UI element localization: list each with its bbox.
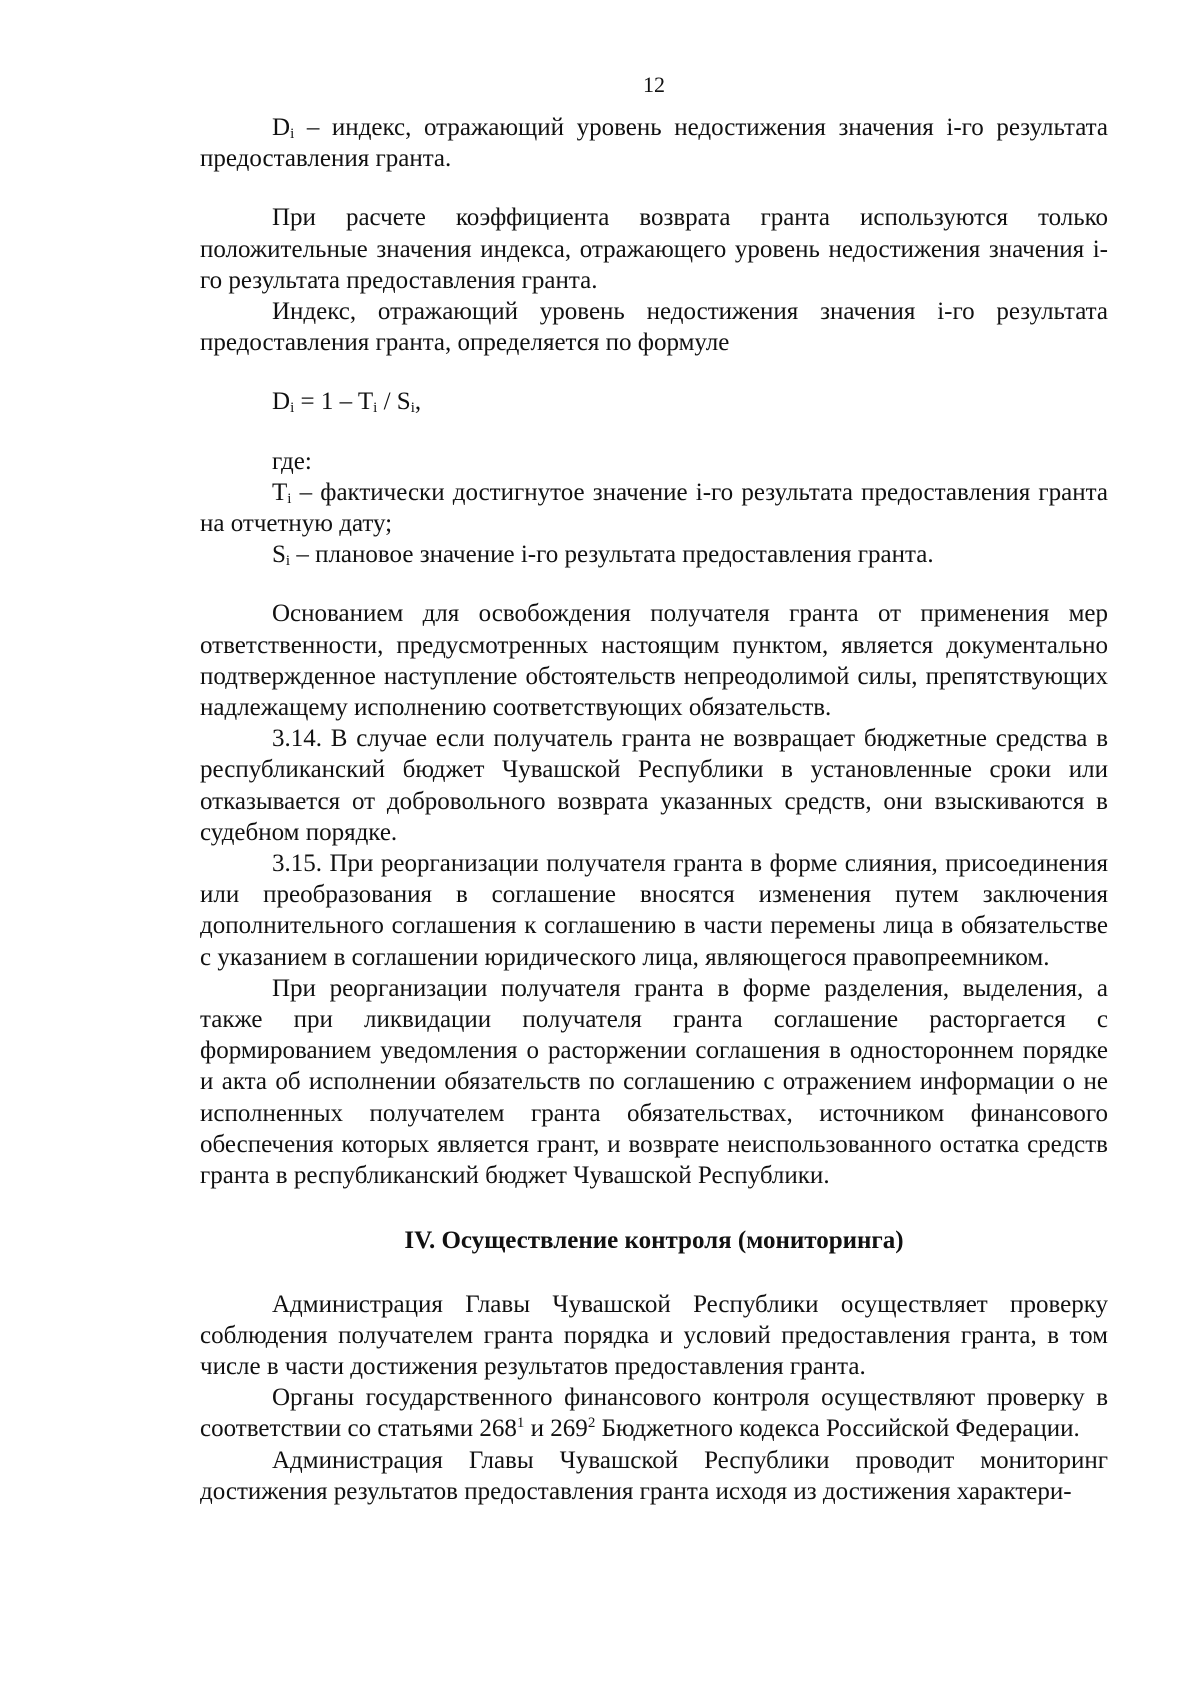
paragraph-3-14: 3.14. В случае если получатель гранта не возвращает бюджетные средства в республиканский бюджет Чувашской Республики в установленные сроки или отказывается от добровольного возврата указанных средств, они взыскиваются в судебном порядке.	[200, 725, 1108, 846]
where-label: где:	[272, 447, 312, 475]
page-number: 12	[643, 72, 665, 97]
formula-part1: = 1 – T	[294, 388, 374, 416]
s4p2-sup-1: 1	[516, 1415, 525, 1432]
d-symbol: D	[272, 114, 291, 141]
document-body	[200, 112, 1108, 1507]
s-symbol: S	[272, 541, 286, 569]
s4p2-start: Органы государственного финансового контроля осуществляют проверку в соответствии со статьями 268	[200, 1384, 1108, 1443]
formula-d: D	[272, 388, 291, 416]
d-definition-text: – индекс, отражающий уровень недостижения значения i-го результата предоставления гранта.	[200, 114, 1108, 173]
formula-t-subscript: i	[373, 400, 378, 417]
t-definition	[200, 477, 1108, 539]
paragraph-force-majeure: Основанием для освобождения получателя гранта от применения мер ответственности, предусмотренных настоящим пунктом, является документально подтвержденное наступление обстоятельств непреодолимой силы, препятствующих надлежащему исполнению соответствующих обязательств.	[200, 600, 1108, 722]
formula-part2: / S	[377, 388, 411, 416]
t-definition-text: – фактически достигнутое значение i-го результата предоставления гранта на отчетную дату;	[200, 478, 1108, 538]
paragraph-3-15: 3.15. При реорганизации получателя гранта в форме слияния, присоединения или преобразования в соглашение вносятся изменения путем заключения дополнительного соглашения к соглашению в части перемены лица в обязательстве с указанием в соглашении юридического лица, являющегося правопреемником.	[200, 850, 1108, 971]
s-subscript: i	[285, 553, 291, 570]
paragraph-positive-values: При расчете коэффициента возврата гранта используются только положительные значения индекса, отражающего уровень недостижения значения i-го результата предоставления гранта.	[200, 204, 1108, 294]
s4p2-end: Бюджетного кодекса Российской Федерации.	[595, 1415, 1080, 1443]
d-subscript: i	[290, 126, 295, 142]
formula-d-subscript: i	[290, 400, 295, 417]
s-definition	[200, 539, 1108, 570]
section-4-paragraph-3: Администрация Главы Чувашской Республики проводит мониторинг достижения результатов предоставления гранта исходя из достижения характери-	[200, 1446, 1108, 1505]
t-subscript: i	[287, 490, 292, 507]
paragraph-reorganization: При реорганизации получателя гранта в форме разделения, выделения, а также при ликвидации получателя гранта соглашение расторгается с формированием уведомления о расторжении соглашения в одностороннем порядке и акта об исполнении обязательств по соглашению с отражением информации о не исполненных получателем гранта обязательствах, источником финансового обеспечения которых является грант, и возврате неиспользованного остатка средств гранта в республиканский бюджет Чувашской Республики.	[200, 974, 1108, 1190]
s4p2-sup-2: 2	[587, 1415, 596, 1432]
section-4-heading: IV. Осуществление контроля (мониторинга)	[404, 1227, 904, 1255]
formula-end: ,	[414, 388, 422, 416]
d-index-definition	[200, 112, 1108, 174]
formula-s-subscript: i	[410, 400, 415, 417]
document-page	[200, 0, 1108, 1697]
s-definition-text: – плановое значение i-го результата предоставления гранта.	[290, 541, 934, 569]
section-4-paragraph-2	[200, 1382, 1108, 1444]
section-4-paragraph-1: Администрация Главы Чувашской Республики осуществляет проверку соблюдения получателем гранта порядка и условий предоставления гранта, в том числе в части достижения результатов предоставления гранта.	[200, 1290, 1108, 1380]
formula	[200, 386, 1108, 417]
paragraph-index-formula-intro: Индекс, отражающий уровень недостижения значения i-го результата предоставления гранта, определяется по формуле	[200, 298, 1108, 357]
s4p2-mid: и 269	[524, 1415, 588, 1443]
t-symbol: T	[272, 478, 288, 506]
